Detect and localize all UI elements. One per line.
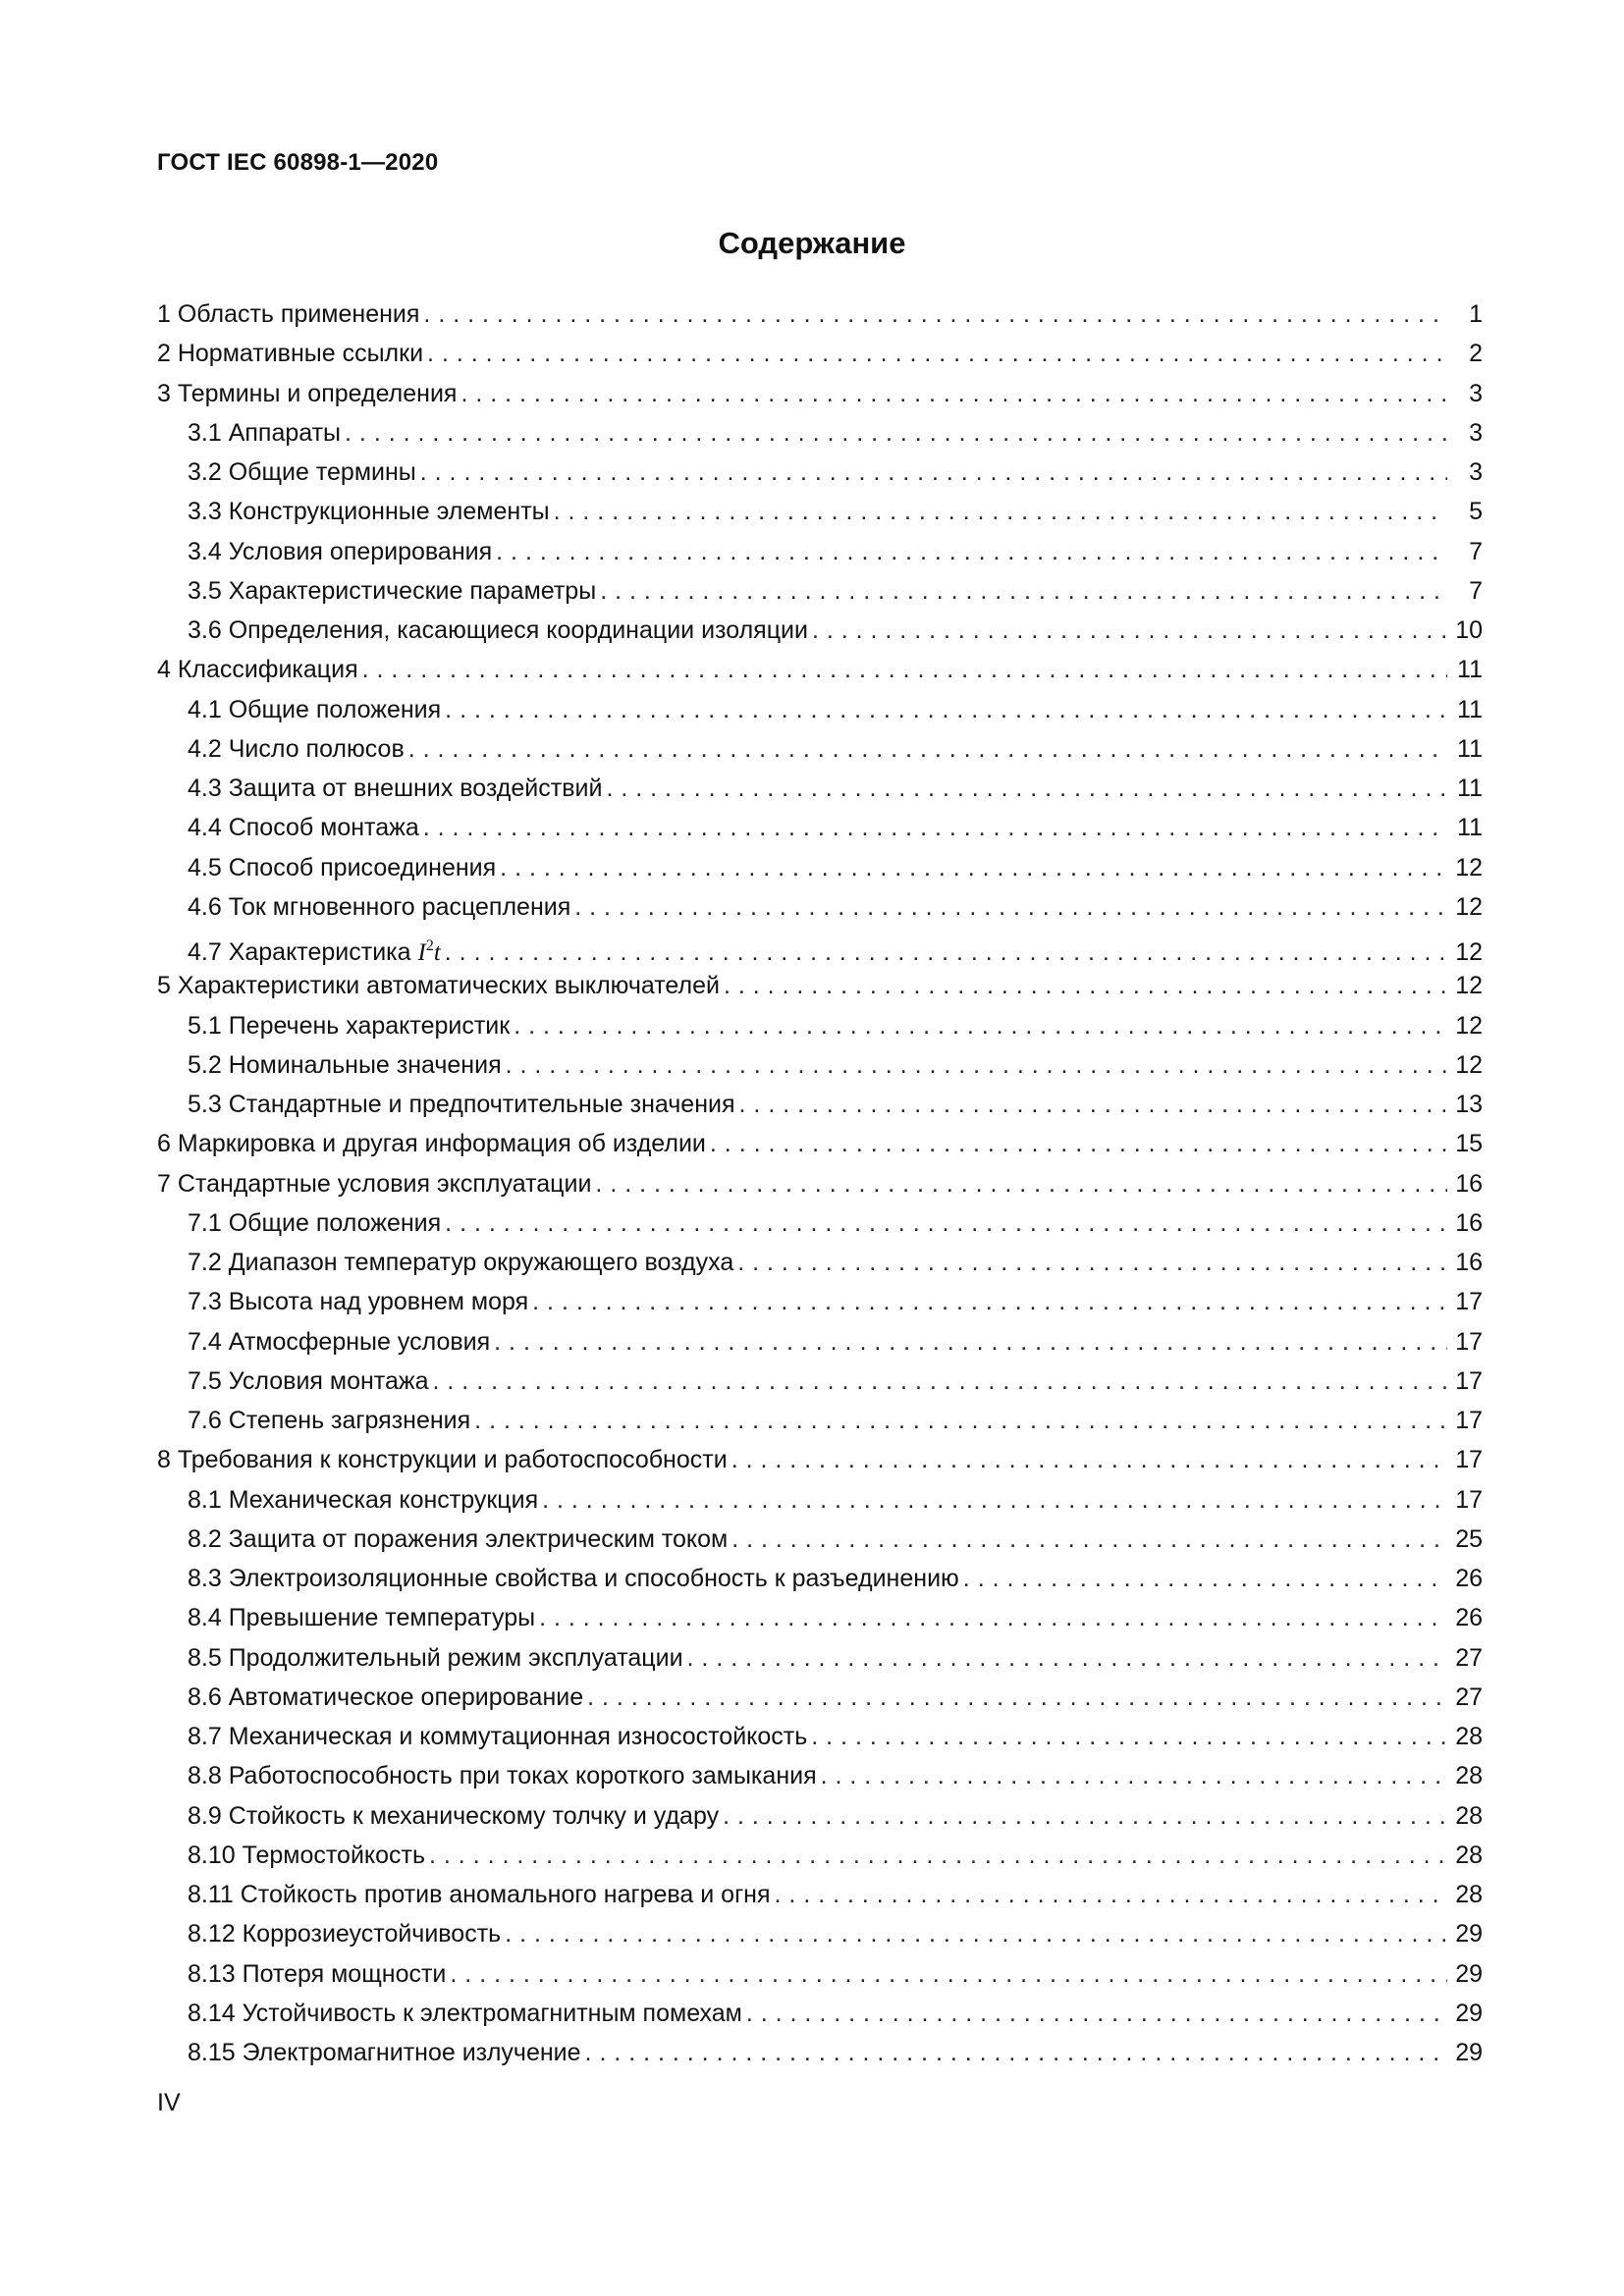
toc-entry-label [188, 571, 596, 611]
toc-entry-label [188, 1954, 446, 1994]
toc-entry-page: 25 [1455, 1524, 1483, 1553]
toc-entry[interactable] [157, 1124, 1483, 1163]
toc-entry[interactable] [157, 1954, 1483, 1994]
toc-entry-label-text: 7.6 Степень загрязнения [188, 1407, 471, 1434]
toc-entry-page: 12 [1455, 853, 1483, 881]
toc-entry-label-text: 3.6 Определения, касающиеся координации изоляции [188, 616, 808, 644]
toc-entry[interactable] [157, 1756, 1483, 1795]
toc-entry[interactable] [157, 1045, 1483, 1085]
toc-entry-label-text: 8.6 Автоматическое оперирование [188, 1682, 584, 1711]
toc-entry-page: 15 [1455, 1130, 1483, 1158]
toc-entry-page: 5 [1469, 498, 1483, 526]
dot-leader [739, 1085, 1447, 1124]
toc-entry-page: 7 [1469, 537, 1483, 565]
toc-entry-page: 10 [1455, 616, 1483, 644]
toc-entry[interactable] [157, 1362, 1483, 1401]
toc-entry-page: 28 [1455, 1723, 1483, 1750]
toc-entry[interactable] [157, 374, 1483, 413]
toc-entry[interactable] [157, 294, 1483, 334]
toc-entry-label-text: 7.5 Условия монтажа [188, 1366, 429, 1395]
dot-leader [362, 650, 1447, 689]
toc-entry-page: 29 [1455, 1999, 1483, 2027]
toc-entry-label-text: 8.7 Механическая и коммутационная износостойкость [188, 1723, 808, 1750]
toc-entry-page: 13 [1455, 1091, 1483, 1118]
dot-leader [408, 729, 1447, 769]
toc-entry[interactable] [157, 808, 1483, 847]
toc-entry-page: 12 [1455, 972, 1483, 1000]
toc-entry-label [157, 1164, 591, 1203]
toc-entry-label [188, 887, 570, 927]
toc-entry[interactable] [157, 1282, 1483, 1321]
dot-leader [433, 1362, 1447, 1401]
toc-entry[interactable] [157, 413, 1483, 453]
toc-entry-label-text: 8.1 Механическая конструкция [188, 1485, 539, 1514]
toc-entry-label-text: 8.4 Превышение температуры [188, 1604, 536, 1632]
toc-entry-label [188, 492, 550, 531]
toc-entry-label-text: 3.4 Условия оперирования [188, 537, 493, 565]
toc-entry-label [188, 848, 496, 887]
dot-leader [427, 334, 1447, 373]
toc-entry-label-text: 8.9 Стойкость к механическому толчку и удару [188, 1801, 720, 1830]
toc-entry-page: 1 [1469, 300, 1483, 328]
dot-leader [423, 808, 1447, 847]
toc-entry-page: 11 [1457, 774, 1483, 802]
toc-entry-label [157, 374, 457, 413]
toc-entry-page: 29 [1455, 2039, 1483, 2066]
toc-entry-label [188, 769, 602, 808]
dot-leader [710, 1124, 1447, 1163]
toc-entry-label [188, 1875, 771, 1914]
dot-leader [821, 1756, 1447, 1795]
formula-base: I [417, 939, 426, 966]
dot-leader [542, 1480, 1447, 1520]
dot-leader [474, 1401, 1447, 1440]
toc-entry-label [188, 1520, 728, 1559]
toc-entry-label [188, 808, 419, 847]
toc-entry-page: 27 [1455, 1643, 1483, 1672]
toc-entry-page: 28 [1455, 1801, 1483, 1830]
dot-leader [494, 1322, 1447, 1362]
dot-leader [746, 1994, 1447, 2033]
dot-leader [506, 1045, 1447, 1085]
toc-entry-label [188, 690, 441, 729]
toc-entry[interactable] [157, 1203, 1483, 1243]
toc-entry-page: 17 [1455, 1327, 1483, 1356]
toc-entry-label [188, 1085, 735, 1124]
toc-entry-page: 3 [1469, 418, 1483, 447]
toc-entry[interactable] [157, 966, 1483, 1005]
toc-entry-label-text: 3.3 Конструкционные элементы [188, 498, 550, 526]
dot-leader [423, 294, 1447, 334]
formula [418, 939, 441, 966]
toc-entry-page: 16 [1455, 1208, 1483, 1237]
toc-entry[interactable] [157, 1440, 1483, 1479]
toc-entry[interactable] [157, 769, 1483, 808]
toc-entry-label [188, 1362, 429, 1401]
toc-entry[interactable] [157, 532, 1483, 571]
dot-leader [445, 690, 1447, 729]
toc-entry-page: 28 [1455, 1881, 1483, 1908]
toc-entry-label-text: 3.5 Характеристические параметры [188, 576, 597, 605]
toc-entry-label [188, 453, 416, 492]
toc-entry[interactable] [157, 690, 1483, 729]
dot-leader [460, 374, 1447, 413]
dot-leader [429, 1836, 1447, 1875]
toc-entry[interactable] [157, 650, 1483, 689]
toc-entry-label [188, 1678, 583, 1717]
toc-entry-label [188, 1914, 501, 1953]
toc-entry-page: 28 [1455, 1841, 1483, 1869]
table-of-contents [157, 294, 1483, 2072]
toc-entry-label-text: 8.11 Стойкость против аномального нагрева и огня [188, 1881, 771, 1908]
dot-leader [811, 1717, 1447, 1756]
toc-entry-label [157, 1124, 706, 1163]
toc-entry-label-text: 5.2 Номинальные значения [188, 1050, 502, 1079]
toc-entry-page: 29 [1455, 1920, 1483, 1949]
toc-entry-label-text: 7 Стандартные условия эксплуатации [157, 1169, 592, 1198]
toc-entry-page: 11 [1457, 656, 1483, 684]
toc-entry-label [157, 1440, 728, 1479]
dot-leader [496, 532, 1447, 571]
toc-entry[interactable] [157, 611, 1483, 650]
toc-entry-label-text: 3 Термины и определения [157, 379, 458, 407]
dot-leader [606, 769, 1447, 808]
page-title: Содержание [718, 226, 906, 260]
toc-entry[interactable] [157, 1875, 1483, 1914]
toc-entry-label [188, 1006, 510, 1045]
toc-entry-page: 12 [1455, 938, 1483, 966]
toc-entry-label-text: 4 Классификация [157, 656, 358, 684]
toc-entry-page: 16 [1455, 1169, 1483, 1198]
formula-tail: t [433, 939, 441, 966]
dot-leader [687, 1638, 1447, 1678]
toc-entry[interactable] [157, 571, 1483, 611]
toc-entry[interactable] [157, 729, 1483, 769]
toc-entry-label-text: 7.4 Атмосферные условия [188, 1327, 491, 1356]
toc-entry-label [157, 294, 419, 334]
dot-leader [600, 571, 1447, 611]
toc-entry-page: 17 [1455, 1366, 1483, 1395]
toc-entry-label-text: 5.3 Стандартные и предпочтительные значения [188, 1091, 735, 1118]
toc-entry-page: 2 [1469, 340, 1483, 368]
toc-entry-label-text: 4.1 Общие положения [188, 695, 442, 723]
toc-entry[interactable] [157, 1085, 1483, 1124]
toc-entry-label [188, 1836, 425, 1875]
toc-entry-page: 29 [1455, 1959, 1483, 1988]
toc-entry-label [188, 1598, 535, 1637]
toc-entry-label [157, 650, 358, 689]
dot-leader [775, 1875, 1447, 1914]
toc-entry-label-text: 4.3 Защита от внешних воздействий [188, 774, 603, 802]
toc-entry-label-text: 3.1 Аппараты [188, 418, 342, 447]
formula-superscript: 2 [425, 937, 434, 954]
toc-entry[interactable] [157, 1006, 1483, 1045]
toc-entry-page: 11 [1457, 814, 1483, 842]
toc-entry-label [188, 1796, 719, 1836]
toc-entry-label-text: 7.1 Общие положения [188, 1208, 442, 1237]
toc-entry[interactable] [157, 1796, 1483, 1836]
toc-entry-label [188, 1756, 817, 1795]
toc-entry-label [188, 2033, 581, 2072]
toc-entry-label-text: 7.3 Высота над уровнем моря [188, 1288, 529, 1316]
toc-entry-label [188, 1045, 502, 1085]
toc-entry[interactable] [157, 453, 1483, 492]
toc-entry-page: 12 [1455, 892, 1483, 921]
toc-entry[interactable] [157, 1480, 1483, 1520]
toc-entry-label-text: 5 Характеристики автоматических выключателей [157, 972, 720, 1000]
toc-entry[interactable] [157, 1164, 1483, 1203]
dot-leader [731, 1440, 1447, 1479]
toc-entry-label-text: 8.2 Защита от поражения электрическим током [188, 1524, 729, 1553]
dot-leader [539, 1598, 1447, 1637]
dot-leader [737, 1243, 1447, 1282]
toc-entry[interactable] [157, 1717, 1483, 1756]
toc-entry-label-text: 4.4 Способ монтажа [188, 814, 419, 842]
toc-entry-label [188, 1282, 528, 1321]
dot-leader [723, 1796, 1447, 1836]
dot-leader [554, 492, 1447, 531]
toc-entry-label-text: 8.3 Электроизоляционные свойства и способность к разъединению [188, 1565, 959, 1592]
toc-entry-label-text: 1 Область применения [157, 300, 420, 328]
toc-entry-page: 12 [1455, 1050, 1483, 1079]
dot-leader [500, 848, 1447, 887]
dot-leader [731, 1520, 1447, 1559]
dot-leader [724, 966, 1447, 1005]
dot-leader [445, 1203, 1447, 1243]
toc-entry-page: 27 [1455, 1682, 1483, 1711]
toc-entry[interactable] [157, 1243, 1483, 1282]
toc-entry[interactable] [157, 1638, 1483, 1678]
toc-entry-page: 7 [1469, 576, 1483, 605]
dot-leader [595, 1164, 1447, 1203]
toc-entry-label [188, 1480, 538, 1520]
dot-leader [420, 453, 1447, 492]
toc-entry[interactable] [157, 1559, 1483, 1598]
toc-entry[interactable] [157, 927, 1483, 966]
dot-leader [505, 1914, 1447, 1953]
toc-entry-label-text: 6 Маркировка и другая информация об изделии [157, 1130, 706, 1158]
toc-entry-label [188, 1717, 807, 1756]
toc-entry[interactable] [157, 334, 1483, 373]
toc-entry-page: 3 [1469, 458, 1483, 486]
toc-entry-label [188, 532, 492, 571]
toc-entry-label-text: 7.2 Диапазон температур окружающего воздуха [188, 1249, 734, 1276]
toc-entry-page: 26 [1455, 1604, 1483, 1632]
toc-entry[interactable] [157, 2033, 1483, 2072]
toc-entry-label-text: 4.2 Число полюсов [188, 734, 405, 763]
dot-leader [963, 1559, 1447, 1598]
toc-entry-page: 16 [1455, 1249, 1483, 1276]
toc-entry-label [188, 611, 808, 650]
toc-entry-label-text: 8.5 Продолжительный режим эксплуатации [188, 1643, 683, 1672]
toc-entry-page: 17 [1455, 1446, 1483, 1474]
toc-entry-label-text: 8.8 Работоспособность при токах короткого замыкания [188, 1762, 817, 1790]
toc-entry[interactable] [157, 1401, 1483, 1440]
toc-entry[interactable] [157, 848, 1483, 887]
toc-entry-label-text: 8 Требования к конструкции и работоспособности [157, 1446, 728, 1474]
toc-entry-label [188, 1243, 733, 1282]
toc-entry-label [157, 966, 720, 1005]
toc-entry-label-text: 8.15 Электромагнитное излучение [188, 2039, 581, 2066]
dot-leader [587, 1678, 1447, 1717]
dot-leader [345, 413, 1447, 453]
toc-entry[interactable] [157, 1914, 1483, 1953]
dot-leader [812, 611, 1447, 650]
toc-entry-label-text: 4.7 Характеристика [188, 938, 418, 966]
toc-entry-label-text: 4.6 Ток мгновенного расцепления [188, 892, 571, 921]
toc-entry[interactable] [157, 1678, 1483, 1717]
toc-entry-page: 28 [1455, 1762, 1483, 1790]
toc-entry[interactable] [157, 1994, 1483, 2033]
toc-entry-label-text: 8.10 Термостойкость [188, 1841, 426, 1869]
dot-leader [450, 1954, 1447, 1994]
toc-entry[interactable] [157, 887, 1483, 927]
toc-entry-label [188, 1401, 470, 1440]
toc-entry-label [188, 413, 341, 453]
toc-entry[interactable] [157, 1322, 1483, 1362]
toc-entry-page: 3 [1469, 379, 1483, 407]
dot-leader [585, 2033, 1447, 2072]
toc-entry-label [188, 1638, 683, 1678]
toc-entry-label [157, 334, 423, 373]
dot-leader [532, 1282, 1447, 1321]
document-id: ГОСТ IEC 60898-1—2020 [157, 149, 439, 176]
toc-entry-label [188, 1203, 441, 1243]
toc-entry-label [188, 729, 405, 769]
toc-entry-page: 17 [1455, 1407, 1483, 1434]
toc-entry-label-text: 3.2 Общие термины [188, 458, 416, 486]
toc-entry-label-text: 4.5 Способ присоединения [188, 853, 497, 881]
toc-entry-page: 26 [1455, 1565, 1483, 1592]
toc-entry-label [188, 1559, 959, 1598]
toc-entry-page: 17 [1455, 1288, 1483, 1316]
toc-entry-label-text: 8.14 Устойчивость к электромагнитным помехам [188, 1999, 742, 2027]
dot-leader [514, 1006, 1447, 1045]
dot-leader [574, 887, 1447, 927]
toc-entry[interactable] [157, 1836, 1483, 1875]
toc-entry-page: 11 [1457, 695, 1483, 723]
toc-entry[interactable] [157, 492, 1483, 531]
toc-entry-page: 11 [1457, 734, 1483, 763]
toc-entry-label-text: 8.13 Потеря мощности [188, 1959, 447, 1988]
toc-entry-label-text: 2 Нормативные ссылки [157, 340, 424, 368]
toc-entry-page: 17 [1455, 1485, 1483, 1514]
toc-entry[interactable] [157, 1598, 1483, 1637]
toc-entry-page: 12 [1455, 1011, 1483, 1040]
toc-entry-label-text: 8.12 Коррозиеустойчивость [188, 1920, 502, 1949]
page-number: IV [157, 2089, 181, 2116]
toc-entry-label-text: 5.1 Перечень характеристик [188, 1011, 511, 1040]
toc-entry-label [188, 1994, 742, 2033]
toc-entry-label [188, 1322, 490, 1362]
toc-entry[interactable] [157, 1520, 1483, 1559]
